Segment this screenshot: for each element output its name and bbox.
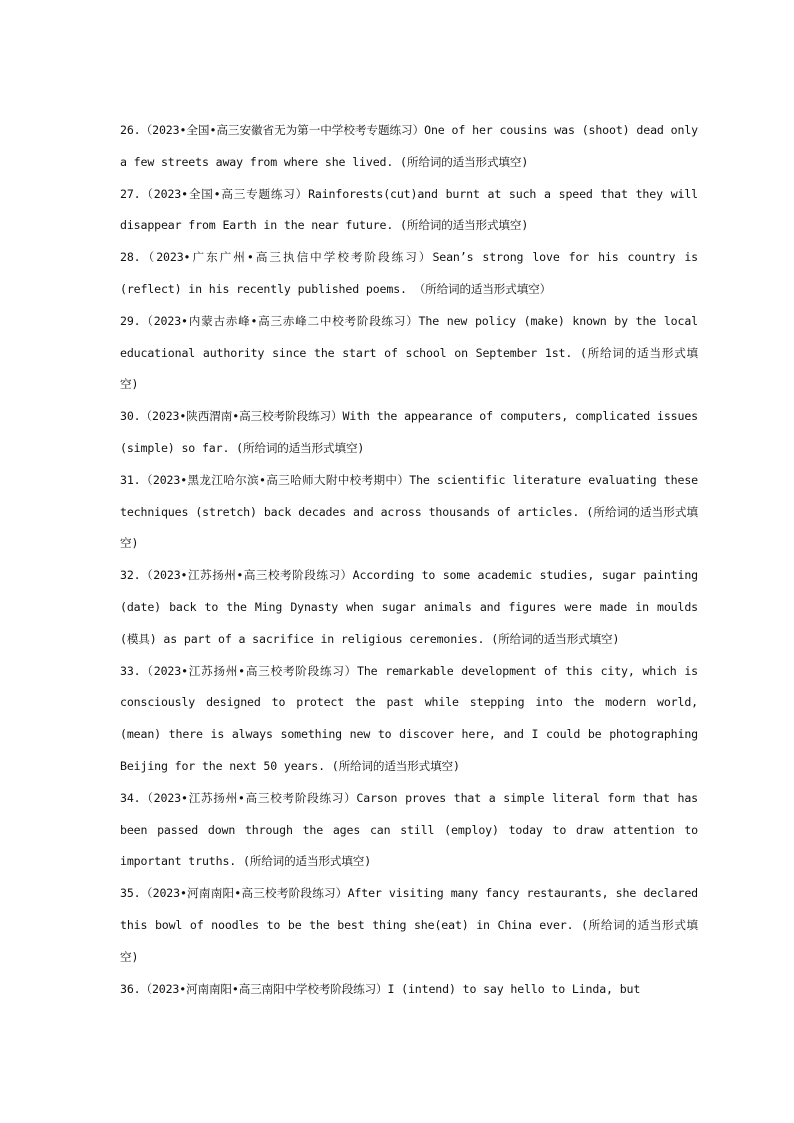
question-number: 35. (120, 886, 141, 901)
question-source: （2023•广东广州•高三执信中学校考阶段练习） (140, 250, 433, 265)
question-source: （2023•黑龙江哈尔滨•高三哈师大附中校考期中） (140, 472, 410, 487)
question-33 (120, 656, 698, 783)
question-30 (120, 401, 698, 465)
question-instruction: (所给词的适当形式填空) (400, 218, 529, 233)
question-source: （2023•全国•高三安徽省无为第一中学校考专题练习） (140, 123, 425, 137)
question-instruction: (所给词的适当形式填空) (236, 440, 365, 455)
question-text: The new policy (make) known by the local educational authority since the start of school on September 1st. (120, 313, 698, 360)
question-number: 30. (120, 409, 141, 424)
question-number: 33. (120, 663, 141, 678)
question-source: （2023•江苏扬州•高三校考阶段练习） (140, 568, 353, 583)
question-29 (120, 306, 698, 401)
question-35 (120, 878, 698, 973)
question-26 (120, 115, 698, 179)
question-31 (120, 465, 698, 560)
question-text: Sean’s strong love for his country is (reflect) in his recently published poems. (120, 250, 698, 296)
question-instruction: （所给词的适当形式填空） (413, 281, 552, 296)
question-instruction: (所给词的适当形式填空) (120, 917, 698, 964)
question-text: The scientific literature evaluating these techniques (stretch) back decades and across thousands of articles. (120, 472, 698, 519)
question-instruction: (所给词的适当形式填空) (331, 758, 460, 773)
question-number: 26. (120, 123, 141, 137)
question-instruction: (所给词的适当形式填空) (400, 154, 529, 169)
question-27 (120, 179, 698, 243)
question-instruction: (所给词的适当形式填空) (120, 504, 698, 551)
question-source: （2023•内蒙古赤峰•高三赤峰二中校考阶段练习） (140, 313, 419, 328)
question-source: （2023•江苏扬州•高三校考阶段练习） (140, 663, 358, 678)
question-number: 28. (120, 250, 141, 265)
question-number: 32. (120, 568, 141, 583)
question-text: I (intend) to say hello to Linda, but (387, 981, 641, 996)
question-text: The remarkable development of this city, which is consciously designed to protect the past while stepping into the modern world, (mean) there is always something new to discover here, and I could be photographing Beijing for the next 50 years. (120, 663, 698, 773)
question-number: 36. (120, 981, 141, 996)
question-instruction: (所给词的适当形式填空) (120, 345, 698, 392)
question-32 (120, 560, 698, 655)
question-list (120, 115, 698, 1005)
question-number: 34. (120, 790, 141, 805)
question-text: One of her cousins was (shoot) dead only a few streets away from where she lived. (120, 123, 699, 169)
question-source: （2023•江苏扬州•高三校考阶段练习） (140, 790, 357, 805)
question-instruction: (所给词的适当形式填空) (242, 854, 372, 869)
question-34 (120, 783, 698, 878)
question-source: （2023•河南南阳•高三校考阶段练习） (140, 886, 348, 901)
question-text: Carson proves that a simple literal form that has been passed down through the ages can still (employ) today to draw attention to important truths. (120, 790, 698, 869)
question-36 (120, 974, 698, 1006)
question-source: （2023•全国•高三专题练习） (140, 186, 309, 201)
question-number: 27. (120, 186, 141, 201)
question-source: （2023•陕西渭南•高三校考阶段练习） (140, 409, 343, 424)
question-source: （2023•河南南阳•高三南阳中学校考阶段练习） (140, 981, 388, 996)
question-text: According to some academic studies, sugar painting (date) back to the Ming Dynasty when sugar animals and figures were made in moulds (模具) as part of a sacrifice in religious ceremonies. (120, 568, 698, 646)
question-text: With the appearance of computers, complicated issues (simple) so far. (120, 409, 698, 455)
question-text: Rainforests(cut)and burnt at such a speed that they will disappear from Earth in the near future. (120, 186, 699, 233)
question-28 (120, 242, 698, 306)
question-text: After visiting many fancy restaurants, she declared this bowl of noodles to be the best thing she(eat) in China ever. (120, 886, 698, 932)
question-number: 31. (120, 472, 141, 487)
question-number: 29. (120, 313, 141, 328)
question-instruction: (所给词的适当形式填空) (491, 631, 620, 646)
